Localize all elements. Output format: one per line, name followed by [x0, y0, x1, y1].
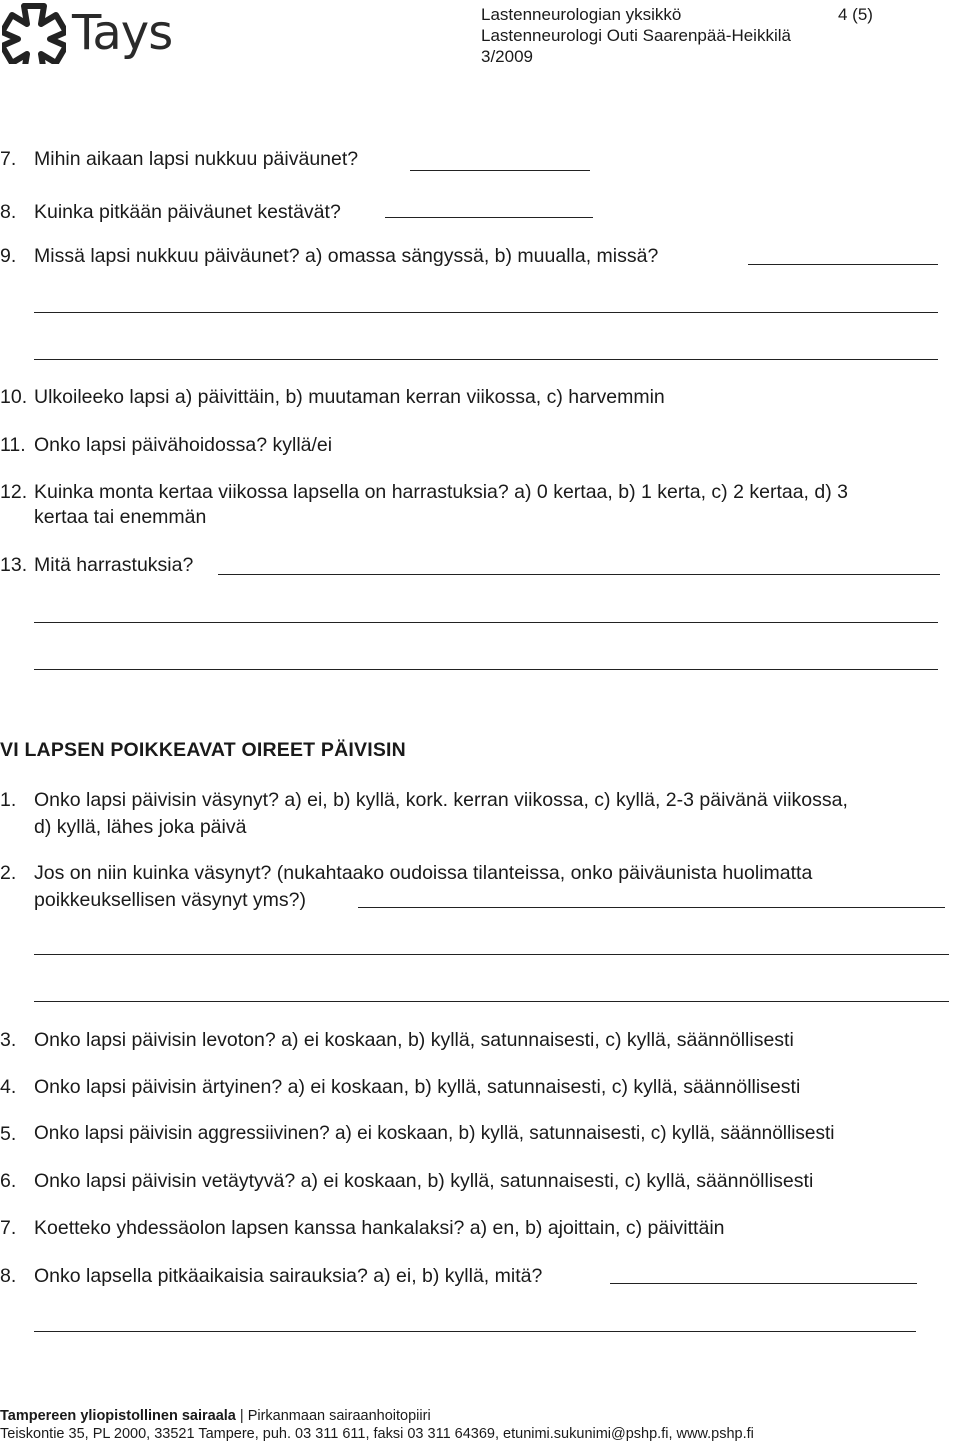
answer-line[interactable] [358, 907, 945, 908]
footer-org-bold: Tampereen yliopistollinen sairaala [0, 1408, 236, 1424]
question-number: 10. [0, 386, 28, 408]
question-text: Onko lapsi päivähoidossa? kyllä/ei [34, 434, 333, 456]
footer-separator: | [239, 1408, 244, 1424]
logo-text: Tays [72, 5, 173, 61]
answer-line[interactable] [34, 622, 938, 623]
question-text: Jos on niin kuinka väsynyt? (nukahtaako oudoissa tilanteissa, onko päiväunista huolimatta [34, 862, 813, 884]
question-number: 11. [0, 434, 26, 456]
question-text: Koetteko yhdessäolon lapsen kanssa hankalaksi? a) en, b) ajoittain, c) päivittäin [34, 1217, 725, 1239]
footer-address: Teiskontie 35, PL 2000, 33521 Tampere, puh. 03 311 611, faksi 03 311 64369, etunimi.sukunimi@pshp.fi, www.pshp.fi [0, 1426, 754, 1442]
question-text-continued: d) kyllä, lähes joka päivä [34, 816, 247, 838]
answer-line[interactable] [34, 954, 949, 955]
question-text: Onko lapsi päivisin aggressiivinen? a) ei koskaan, b) kyllä, satunnaisesti, c) kyllä, säännöllisesti [34, 1123, 835, 1144]
answer-line[interactable] [34, 312, 938, 313]
question-number: 3. [0, 1029, 17, 1051]
header-date: 3/2009 [481, 47, 533, 66]
question-number: 1. [0, 789, 17, 811]
question-number: 7. [0, 148, 17, 170]
header-doctor: Lastenneurologi Outi Saarenpää-Heikkilä [481, 26, 791, 45]
answer-line[interactable] [34, 1331, 916, 1332]
question-text: Kuinka monta kertaa viikossa lapsella on harrastuksia? a) 0 kertaa, b) 1 kerta, c) 2 kertaa, d) 3 [34, 481, 848, 503]
question-number: 7. [0, 1217, 17, 1239]
header-page-number: 4 (5) [838, 5, 873, 24]
question-text: Onko lapsi päivisin väsynyt? a) ei, b) kyllä, kork. kerran viikossa, c) kyllä, 2-3 päivänä viikossa, [34, 789, 848, 811]
question-text: Onko lapsella pitkäaikaisia sairauksia? a) ei, b) kyllä, mitä? [34, 1265, 543, 1287]
answer-line[interactable] [34, 359, 938, 360]
question-number: 8. [0, 201, 17, 223]
question-text: Missä lapsi nukkuu päiväunet? a) omassa sängyssä, b) muualla, missä? [34, 245, 659, 267]
question-text: Kuinka pitkään päiväunet kestävät? [34, 201, 341, 223]
answer-line[interactable] [34, 1001, 949, 1002]
question-number: 8. [0, 1265, 17, 1287]
section-title: VI LAPSEN POIKKEAVAT OIREET PÄIVISIN [0, 739, 406, 761]
question-text: Onko lapsi päivisin levoton? a) ei koskaan, b) kyllä, satunnaisesti, c) kyllä, säännöllisesti [34, 1029, 794, 1051]
question-text: Ulkoileeko lapsi a) päivittäin, b) muutaman kerran viikossa, c) harvemmin [34, 386, 665, 408]
question-text: Onko lapsi päivisin ärtyinen? a) ei koskaan, b) kyllä, satunnaisesti, c) kyllä, säännöllisesti [34, 1076, 801, 1098]
answer-line[interactable] [34, 669, 938, 670]
question-text-continued: poikkeuksellisen väsynyt yms?) [34, 889, 307, 911]
answer-line[interactable] [410, 170, 590, 171]
footer-org [0, 1407, 431, 1425]
question-number: 13. [0, 554, 28, 576]
question-text: Mitä harrastuksia? [34, 554, 194, 576]
question-number: 2. [0, 862, 17, 884]
question-text: Onko lapsi päivisin vetäytyvä? a) ei koskaan, b) kyllä, satunnaisesti, c) kyllä, säännöllisesti [34, 1170, 814, 1192]
question-number: 9. [0, 245, 17, 267]
question-number: 6. [0, 1170, 17, 1192]
question-number: 12. [0, 481, 28, 503]
header-unit: Lastenneurologian yksikkö [481, 5, 682, 24]
tays-logo [2, 2, 197, 64]
question-number: 5. [0, 1123, 17, 1145]
question-text: Mihin aikaan lapsi nukkuu päiväunet? [34, 148, 359, 170]
answer-line[interactable] [610, 1283, 917, 1284]
footer-org-regular: Pirkanmaan sairaanhoitopiiri [247, 1408, 431, 1424]
tays-logo-mark-icon [2, 2, 66, 64]
answer-line[interactable] [218, 574, 940, 575]
answer-line[interactable] [748, 264, 938, 265]
question-number: 4. [0, 1076, 17, 1098]
answer-line[interactable] [385, 217, 593, 218]
question-text-continued: kertaa tai enemmän [34, 506, 207, 528]
